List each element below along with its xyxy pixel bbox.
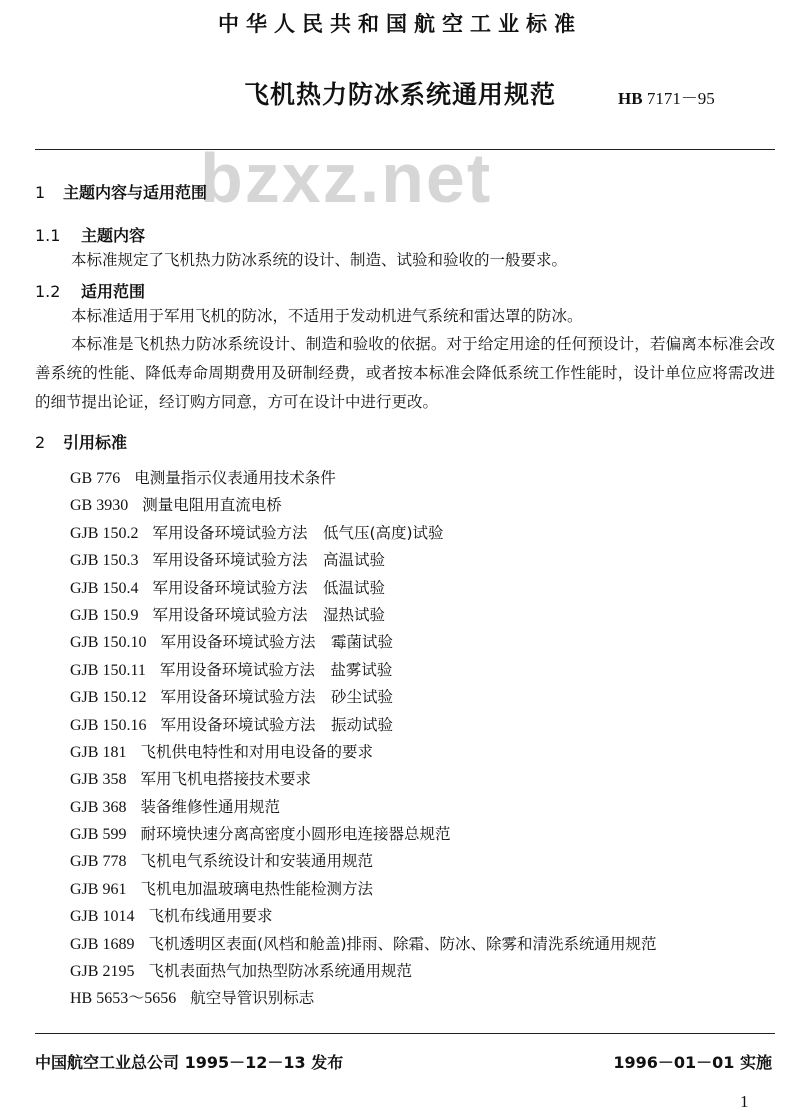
reference-code: GJB 778: [70, 853, 127, 871]
section-1-1-text: 本标准规定了飞机热力防冰系统的设计、制造、试验和验收的一般要求。: [71, 251, 568, 269]
reference-list: [70, 465, 657, 1013]
reference-item: [70, 848, 657, 875]
standard-number: [618, 84, 715, 109]
reference-code: GJB 150.9: [70, 606, 139, 624]
section-2-heading: [35, 430, 127, 453]
reference-code: GJB 1689: [70, 935, 135, 953]
footer-divider: [35, 1033, 775, 1034]
reference-code: GJB 599: [70, 826, 127, 844]
section-1-1-heading: [35, 223, 145, 246]
section-1-title: 主题内容与适用范围: [63, 183, 208, 202]
reference-item: [70, 629, 657, 656]
reference-title: 电测量指示仪表通用技术条件: [134, 469, 336, 487]
reference-title: 军用设备环境试验方法 高温试验: [152, 551, 385, 570]
reference-item: [70, 657, 657, 684]
reference-title: 飞机布线通用要求: [148, 907, 273, 926]
reference-item: [70, 876, 657, 903]
reference-code: GJB 150.11: [70, 661, 146, 679]
reference-title: 装备维修性通用规范: [140, 797, 280, 816]
section-1-2-para-2: 本标准是飞机热力防冰系统设计、制造和验收的依据。对于给定用途的任何预设计，若偏离本标准会改善系统的性能、降低寿命周期费用及研制经费，或者按本标准会降低系统工作性能时，设计单位应将需改进的细节提出论证，经订购方同意，方可在设计中进行更改。: [35, 335, 775, 411]
reference-item: [70, 739, 657, 766]
section-2-number: 2: [35, 433, 46, 452]
reference-title: 军用设备环境试验方法 霉菌试验: [160, 633, 393, 652]
reference-title: 军用设备环境试验方法 低温试验: [152, 578, 385, 597]
reference-title: 军用设备环境试验方法 低气压(高度)试验: [152, 523, 444, 542]
section-1-number: 1: [35, 183, 46, 202]
reference-code: GJB 358: [70, 771, 127, 789]
implementation-date: 1996－01－01 实施: [613, 1053, 772, 1072]
reference-title: 飞机透明区表面(风档和舱盖)排雨、除霜、防冰、除雾和清洗系统通用规范: [148, 934, 657, 953]
section-1-1-number: 1.1: [35, 226, 61, 245]
standard-code: 7171－95: [646, 89, 715, 108]
reference-item: [70, 931, 657, 958]
reference-code: GJB 961: [70, 880, 127, 898]
reference-code: GJB 181: [70, 743, 127, 761]
reference-item: [70, 958, 657, 985]
standard-prefix: HB: [618, 89, 643, 108]
section-2-title: 引用标准: [63, 433, 128, 452]
reference-title: 军用设备环境试验方法 振动试验: [160, 715, 393, 734]
reference-code: GB 3930: [70, 497, 129, 515]
reference-title: 军用设备环境试验方法 盐雾试验: [159, 660, 393, 679]
watermark: bzxz.net: [200, 139, 493, 217]
reference-title: 飞机供电特性和对用电设备的要求: [140, 742, 373, 761]
reference-code: GJB 2195: [70, 963, 135, 981]
reference-title: 军用设备环境试验方法 湿热试验: [152, 605, 385, 624]
reference-title: 耐环境快速分离高密度小圆形电连接器总规范: [140, 825, 451, 844]
reference-code: HB 5653～5656: [70, 990, 177, 1008]
reference-title: 航空导管识别标志: [190, 989, 315, 1008]
issue-date: 中国航空工业总公司 1995－12－13 发布: [35, 1053, 344, 1072]
reference-item: [70, 520, 657, 547]
section-1-2-heading: [35, 279, 145, 302]
reference-item: [70, 794, 657, 821]
section-1-2-para-1: 本标准适用于军用飞机的防冰，不适用于发动机进气系统和雷达罩的防冰。: [71, 307, 583, 325]
reference-item: [70, 492, 657, 519]
reference-code: GJB 150.4: [70, 579, 139, 597]
reference-code: GB 776: [70, 470, 121, 487]
reference-item: [70, 712, 657, 739]
section-1-2-number: 1.2: [35, 282, 61, 301]
reference-item: [70, 684, 657, 711]
section-1-2-title: 适用范围: [81, 282, 146, 301]
issuing-agency: 中华人民共和国航空工业标准: [218, 12, 582, 36]
reference-item: [70, 547, 657, 574]
reference-title: 测量电阻用直流电桥: [142, 496, 282, 515]
document-title: 飞机热力防冰系统通用规范: [243, 80, 556, 109]
reference-code: GJB 150.16: [70, 716, 147, 734]
reference-code: GJB 150.3: [70, 552, 139, 570]
section-1-1-title: 主题内容: [81, 226, 146, 245]
reference-item: [70, 903, 657, 930]
reference-item: [70, 766, 657, 793]
reference-title: 飞机电气系统设计和安装通用规范: [140, 852, 373, 871]
reference-title: 军用飞机电搭接技术要求: [140, 770, 311, 789]
reference-code: GJB 1014: [70, 908, 135, 926]
page-number: 1: [740, 1092, 749, 1111]
reference-item: [70, 985, 657, 1012]
reference-item: [70, 575, 657, 602]
reference-code: GJB 150.2: [70, 524, 139, 542]
reference-item: [70, 821, 657, 848]
reference-item: [70, 602, 657, 629]
reference-title: 飞机表面热气加热型防冰系统通用规范: [148, 962, 412, 981]
reference-code: GJB 368: [70, 798, 127, 816]
reference-code: GJB 150.10: [70, 634, 147, 652]
reference-title: 军用设备环境试验方法 砂尘试验: [160, 688, 393, 707]
reference-code: GJB 150.12: [70, 689, 147, 707]
reference-title: 飞机电加温玻璃电热性能检测方法: [140, 879, 373, 898]
section-1-heading: [35, 180, 207, 203]
reference-item: [70, 465, 657, 492]
